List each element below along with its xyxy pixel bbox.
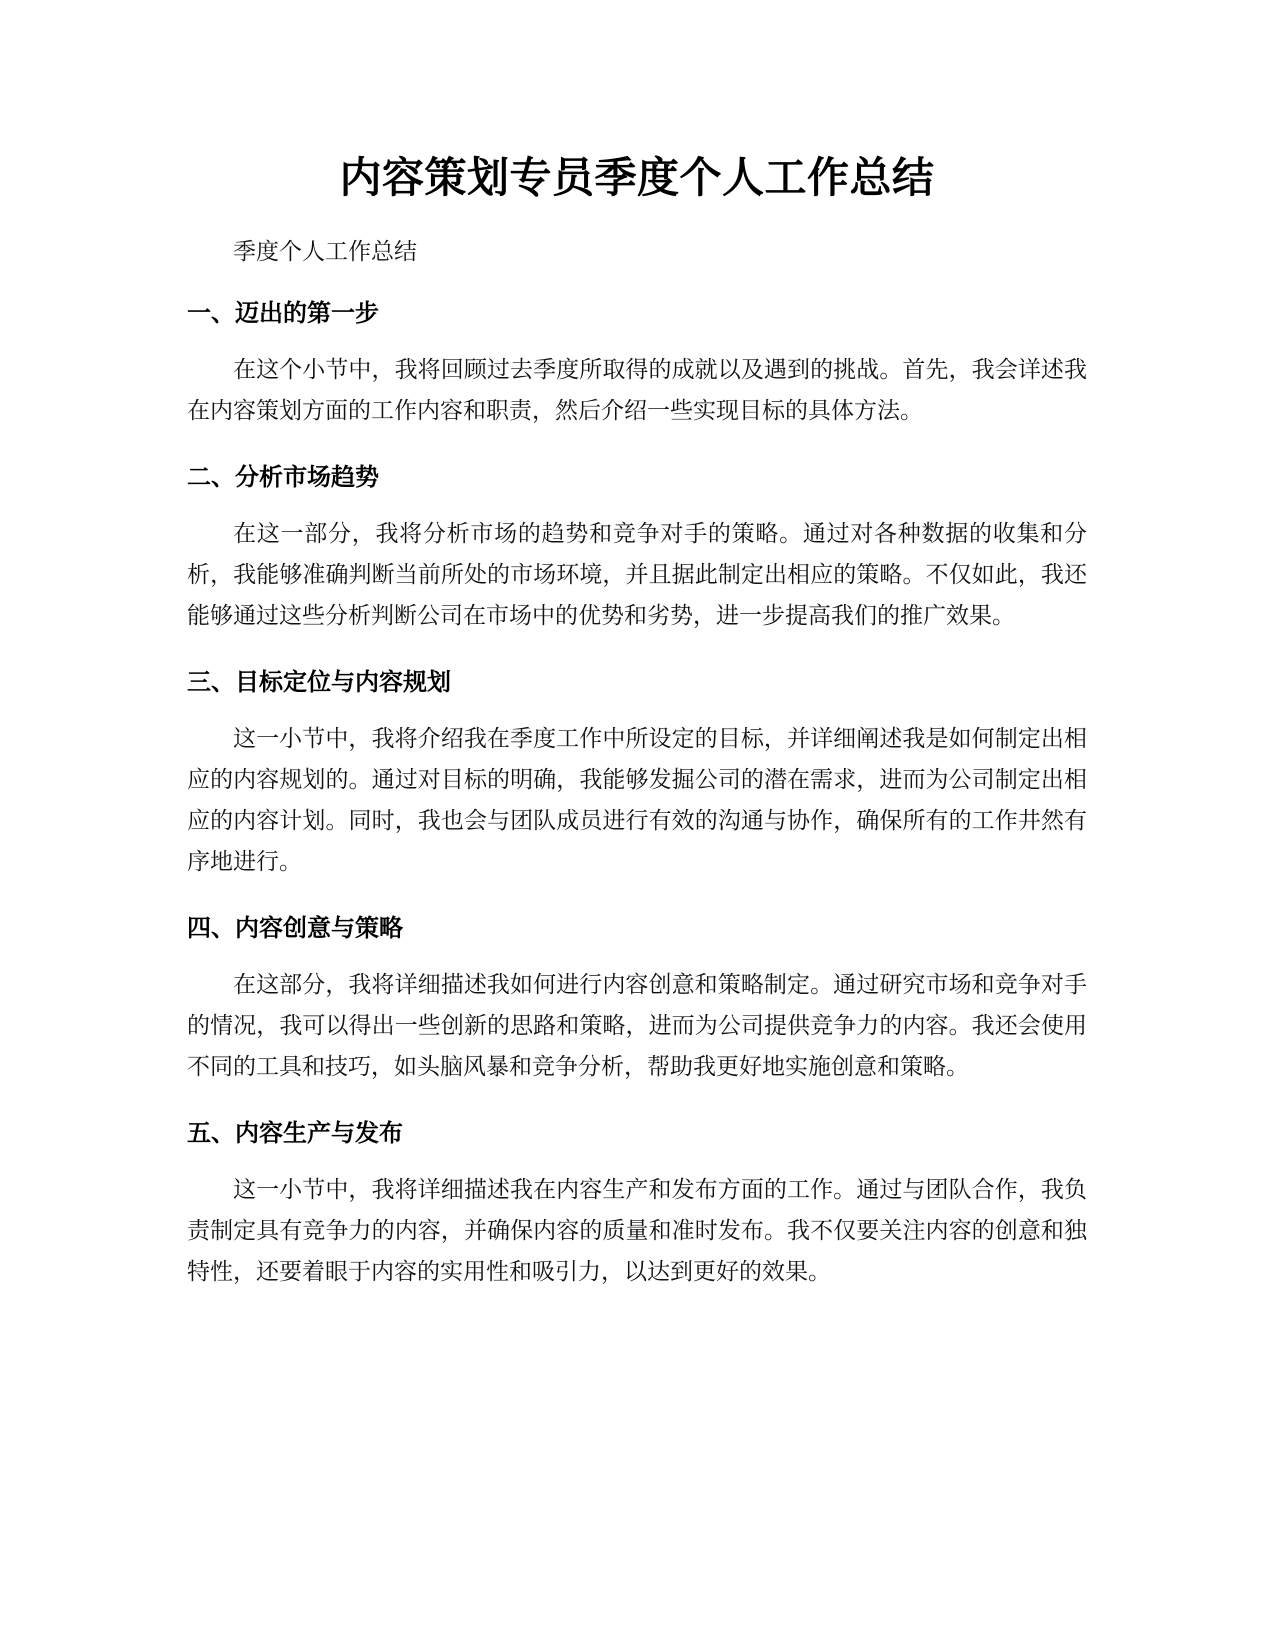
section-paragraph: 在这个小节中，我将回顾过去季度所取得的成就以及遇到的挑战。首先，我会详述我在内容策划方面的工作内容和职责，然后介绍一些实现目标的具体方法。 bbox=[187, 357, 1087, 424]
section-heading: 五、内容生产与发布 bbox=[187, 1119, 403, 1147]
section-heading: 一、迈出的第一步 bbox=[187, 299, 379, 327]
section-heading: 四、内容创意与策略 bbox=[187, 914, 403, 942]
section-5 bbox=[187, 1116, 1087, 1293]
document-title: 内容策划专员季度个人工作总结 bbox=[339, 153, 935, 202]
section-heading: 二、分析市场趋势 bbox=[187, 463, 379, 491]
section-paragraph: 这一小节中，我将介绍我在季度工作中所设定的目标，并详细阐述我是如何制定出相应的内容规划的。通过对目标的明确，我能够发掘公司的潜在需求，进而为公司制定出相应的内容计划。同时，我也会与团队成员进行有效的沟通与协作，确保所有的工作井然有序地进行。 bbox=[187, 726, 1087, 875]
section-paragraph: 这一小节中，我将详细描述我在内容生产和发布方面的工作。通过与团队合作，我负责制定具有竞争力的内容，并确保内容的质量和准时发布。我不仅要关注内容的创意和独特性，还要着眼于内容的实用性和吸引力，以达到更好的效果。 bbox=[187, 1177, 1087, 1285]
document-subtitle: 季度个人工作总结 bbox=[233, 239, 417, 265]
section-3 bbox=[187, 665, 1087, 883]
section-1 bbox=[187, 296, 1087, 432]
section-heading: 三、目标定位与内容规划 bbox=[187, 668, 451, 696]
document-content bbox=[187, 148, 1087, 1293]
section-4 bbox=[187, 911, 1087, 1088]
section-2 bbox=[187, 460, 1087, 637]
section-paragraph: 在这部分，我将详细描述我如何进行内容创意和策略制定。通过研究市场和竞争对手的情况，我可以得出一些创新的思路和策略，进而为公司提供竞争力的内容。我还会使用不同的工具和技巧，如头脑风暴和竞争分析，帮助我更好地实施创意和策略。 bbox=[187, 972, 1087, 1080]
section-paragraph: 在这一部分，我将分析市场的趋势和竞争对手的策略。通过对各种数据的收集和分析，我能够准确判断当前所处的市场环境，并且据此制定出相应的策略。不仅如此，我还能够通过这些分析判断公司在市场中的优势和劣势，进一步提高我们的推广效果。 bbox=[187, 521, 1087, 629]
